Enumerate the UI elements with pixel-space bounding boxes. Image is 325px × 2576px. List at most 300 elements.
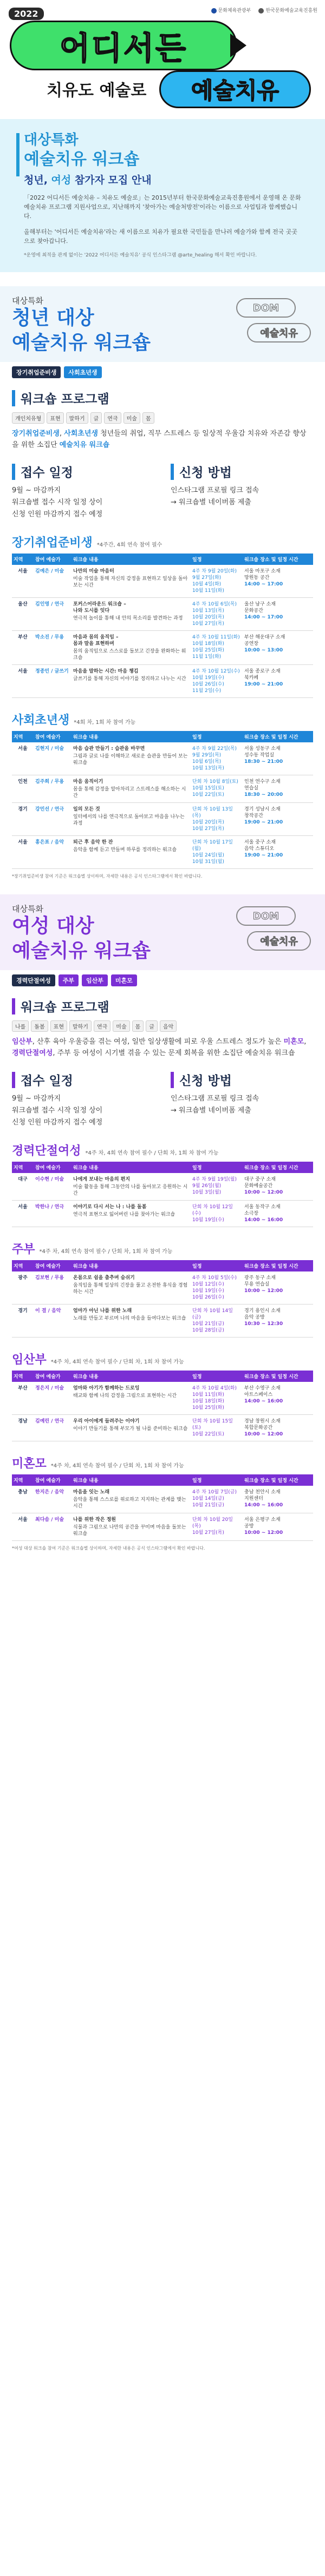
cell-content xyxy=(72,1382,191,1415)
program-chip: 돌봄 xyxy=(31,1020,48,1032)
workshop-desc: 일터에서의 나를 연극적으로 돌아보고 마음을 나누는 과정 xyxy=(73,814,185,826)
workshop-desc: 이야기 만들기를 통해 부모가 될 나를 준비하는 워크숍 xyxy=(73,1426,188,1432)
cell-region: 경기 xyxy=(12,1305,34,1338)
table-header-row xyxy=(12,1371,313,1382)
column-header: 지역 xyxy=(12,554,34,565)
place-text: 서울 성동구 소재 성수동 작업실 xyxy=(244,746,281,758)
program-chip: 연극 xyxy=(104,412,121,424)
cell-place xyxy=(243,1415,313,1441)
desc-highlight-1: 장기취업준비생 xyxy=(12,430,60,438)
place-text: 충남 천안시 소재 지원센터 xyxy=(244,1490,281,1501)
cell-period: 4주 차 9월 20일(화) 9월 27일(화) 10월 4일(화) 10월 11일(화) xyxy=(191,565,243,598)
apply-method-line: 인스타그램 프로필 링크 접속 xyxy=(171,1095,259,1103)
program-heading xyxy=(12,997,313,1015)
group-heading xyxy=(12,1350,313,1367)
apply-info xyxy=(12,463,313,521)
time-text: 18:30 ~ 20:00 xyxy=(244,792,283,798)
column-header: 지역 xyxy=(12,1260,34,1271)
cell-period: 4주 차 10월 11일(화) 10월 18일(화) 10월 25일(화) 11월 1일(화) xyxy=(191,631,243,665)
program-chip: 나를 xyxy=(12,1020,29,1032)
column-header: 일정 xyxy=(191,1371,243,1382)
workshop-desc: 몸의 움직임으로 스스로를 돌보고 긴장을 완화하는 워크숍 xyxy=(73,649,186,661)
cell-place xyxy=(243,1201,313,1227)
banner-title xyxy=(12,306,151,355)
heading-bar xyxy=(12,1072,15,1088)
hero-subtitle: 치유도 예술로 xyxy=(47,81,147,100)
deco-pill-2: 예술치유 xyxy=(247,931,311,951)
column-header: 워크숍 내용 xyxy=(72,1371,191,1382)
column-header: 지역 xyxy=(12,1474,34,1486)
place-text: 경기 용인시 소재 음악 공방 xyxy=(244,1308,281,1320)
section-footnote: *장기취업준비생 참여 기준은 워크숍별 상이하며, 자세한 내용은 공식 인스타그램에서 확인 바랍니다. xyxy=(12,874,203,879)
schedule-table xyxy=(12,1371,313,1441)
desc-text-2: , xyxy=(304,1038,307,1046)
banner-title-line-1: 청년 대상 xyxy=(12,307,94,329)
column-header: 워크숍 장소 및 일정 시간 xyxy=(243,1474,313,1486)
cell-period: 단회 차 10월 20일(목) 10월 27일(목) xyxy=(191,1513,243,1541)
cell-period: 단회 차 10월 15일(토) 10월 22일(토) xyxy=(191,1415,243,1441)
target-tag: 장기취업준비생 xyxy=(12,366,61,378)
banner-kicker: 대상특화 xyxy=(12,296,43,306)
column-header: 워크숍 내용 xyxy=(72,1260,191,1271)
section-footnote: *여성 대상 워크숍 참여 기준은 워크숍별 상이하며, 자세한 내용은 공식 인스타그램에서 확인 바랍니다. xyxy=(12,1546,205,1551)
program-chip: 표현 xyxy=(47,412,63,424)
cell-period: 4주 차 9월 19일(월) 9월 26일(월) 10월 3일(월) xyxy=(191,1173,243,1201)
intro-paragraph-2: 올해부터는 '어디서든 예술치유'라는 새 이름으로 치유가 필요한 국민들을 만나러 예술가와 함께 전국 곳곳으로 찾아갑니다. xyxy=(24,228,297,245)
apply-period-body xyxy=(12,1093,154,1129)
cell-content xyxy=(72,1271,191,1305)
group-note: *4주 차, 4회 연속 참여 필수 / 단회 차, 1회 차 참여 가능 xyxy=(50,1359,184,1365)
cell-place xyxy=(243,742,313,775)
schedule-table xyxy=(12,1260,313,1338)
apply-method-title: 신청 방법 xyxy=(179,1074,232,1088)
cell-artist: 김주희 / 무용 xyxy=(34,775,72,803)
apply-period-line: 9월 ~ 마감까지 xyxy=(12,486,61,495)
cell-region: 인천 xyxy=(12,775,34,803)
table-row xyxy=(12,631,313,665)
apply-method-title: 신청 방법 xyxy=(179,466,232,480)
time-text: 10:00 ~ 13:00 xyxy=(244,648,283,653)
cell-artist: 박소진 / 무용 xyxy=(34,631,72,665)
intro-section xyxy=(0,119,325,272)
place-text: 서울 마포구 소재 망원동 공간 xyxy=(244,569,281,581)
heading-bar xyxy=(12,464,15,480)
cell-place xyxy=(243,1382,313,1415)
cell-period: 단회 차 10월 14일(금) 10월 21일(금) 10월 28일(금) xyxy=(191,1305,243,1338)
cell-artist: 김예린 / 연극 xyxy=(34,1415,72,1441)
column-header: 일정 xyxy=(191,554,243,565)
workshop-desc: 노래를 만들고 부르며 나의 마음을 들여다보는 워크숍 xyxy=(73,1316,186,1321)
table-header-row xyxy=(12,1260,313,1271)
table-row xyxy=(12,598,313,631)
cell-place xyxy=(243,803,313,836)
cell-place xyxy=(243,631,313,665)
column-header: 지역 xyxy=(12,731,34,742)
cell-region: 서울 xyxy=(12,742,34,775)
arrow-icon xyxy=(230,34,246,57)
column-header: 참여 예술가 xyxy=(34,1162,72,1173)
place-text: 인천 연수구 소재 연습실 xyxy=(244,779,281,791)
column-header: 일정 xyxy=(191,1260,243,1271)
heading-bar xyxy=(171,1072,174,1088)
cell-place xyxy=(243,665,313,698)
desc-highlight-1: 임산부 xyxy=(12,1038,32,1046)
table-row xyxy=(12,1382,313,1415)
table-row xyxy=(12,565,313,598)
apply-method-heading xyxy=(171,463,313,480)
cell-content xyxy=(72,742,191,775)
program-title: 워크숍 프로그램 xyxy=(21,1000,109,1014)
banner-title xyxy=(12,914,151,964)
target-tag: 미혼모 xyxy=(111,974,137,986)
time-text: 14:00 ~ 17:00 xyxy=(244,615,283,620)
cell-period: 단회 차 10월 12일(수) 10월 19일(수) xyxy=(191,1201,243,1227)
apply-period-line: 9월 ~ 마감까지 xyxy=(12,1095,61,1103)
table-row xyxy=(12,1415,313,1441)
cell-artist: 한지은 / 음악 xyxy=(34,1486,72,1513)
column-header: 워크숍 장소 및 일정 시간 xyxy=(243,554,313,565)
cell-artist: 최다솜 / 미술 xyxy=(34,1513,72,1541)
program-section xyxy=(12,997,313,1059)
group-note: *4주 차, 4회 연속 참여 필수 / 단회 차, 1회 차 참여 가능 xyxy=(85,1150,219,1156)
cell-region: 서울 xyxy=(12,1201,34,1227)
apply-period-heading xyxy=(12,1071,154,1089)
workshop-name: 포커스어라운드 워크숍 – 나와 도시를 잇다 xyxy=(73,602,126,614)
workshop-desc: 미술 작업을 통해 자신의 감정을 표현하고 일상을 돌아보는 시간 xyxy=(73,576,188,588)
table-row xyxy=(12,1201,313,1227)
cell-period: 단회 차 10월 8일(토) 10월 15일(토) 10월 22일(토) xyxy=(191,775,243,803)
cell-region: 대구 xyxy=(12,1173,34,1201)
schedule-table xyxy=(12,1474,313,1541)
column-header: 워크숍 내용 xyxy=(72,554,191,565)
cell-content xyxy=(72,1415,191,1441)
cell-artist: 김예은 / 미술 xyxy=(34,565,72,598)
program-chip: 몸 xyxy=(132,1020,144,1032)
cell-artist: 홍은표 / 음악 xyxy=(34,836,72,869)
apply-period-line: 신청 인원 마감까지 접수 예정 xyxy=(12,1118,103,1126)
workshop-desc: 몸을 통해 감정을 알아차리고 스트레스를 해소하는 시간 xyxy=(73,787,186,799)
apply-period xyxy=(12,463,154,521)
program-chip: 미술 xyxy=(123,412,140,424)
workshop-name: 나에게 보내는 마음의 편지 xyxy=(73,1177,131,1182)
workshop-desc: 음악을 함께 듣고 만들며 하루를 정리하는 워크숍 xyxy=(73,847,177,853)
group-name: 사회초년생 xyxy=(12,714,70,727)
cell-place xyxy=(243,598,313,631)
column-header: 일정 xyxy=(191,1162,243,1173)
column-header: 참여 예술가 xyxy=(34,1474,72,1486)
cell-period: 4주 차 9월 22일(목) 9월 29일(목) 10월 6일(목) 10월 13일(목) xyxy=(191,742,243,775)
column-header: 워크숍 장소 및 일정 시간 xyxy=(243,1371,313,1382)
cell-artist: 정은지 / 미술 xyxy=(34,1382,72,1415)
workshop-desc: 연극적 표현으로 잃어버린 나를 찾아가는 워크숍 xyxy=(73,1212,176,1217)
banner-decoration xyxy=(231,906,312,955)
apply-method-line: 인스타그램 프로필 링크 접속 xyxy=(171,486,259,495)
group-note: *4주 차, 4회 연속 참여 필수 / 단회 차, 1회 차 참여 가능 xyxy=(50,1463,184,1469)
desc-highlight-2: 미혼모 xyxy=(283,1038,304,1046)
time-text: 10:00 ~ 12:00 xyxy=(244,1288,283,1294)
cell-region: 서울 xyxy=(12,836,34,869)
column-header: 워크숍 내용 xyxy=(72,1162,191,1173)
target-tag: 임산부 xyxy=(82,974,108,986)
cell-content xyxy=(72,598,191,631)
column-header: 워크숍 장소 및 일정 시간 xyxy=(243,731,313,742)
cell-artist: 강민선 / 연극 xyxy=(34,803,72,836)
cell-content xyxy=(72,565,191,598)
target-tags xyxy=(0,362,325,378)
time-text: 14:00 ~ 16:00 xyxy=(244,1399,283,1404)
desc-text-2: 청년들의 취업, 직무 스트레스 등 일상적 우울감 치유와 자존감 향상을 위한 소집단 xyxy=(12,430,307,449)
time-text: 10:00 ~ 12:00 xyxy=(244,1190,283,1195)
program-chip: 말하기 xyxy=(66,412,88,424)
table-row xyxy=(12,1271,313,1305)
apply-period-title: 접수 일정 xyxy=(21,466,73,480)
program-chips xyxy=(12,1020,313,1032)
table-row xyxy=(12,1173,313,1201)
workshop-name: 나를 위한 작은 정원 xyxy=(73,1517,116,1523)
apply-method-body xyxy=(171,1093,313,1117)
group-heading xyxy=(12,1142,313,1158)
apply-period-body xyxy=(12,485,154,521)
ministry-logo: 문화체육관광부 xyxy=(211,6,251,14)
group-heading xyxy=(12,1240,313,1257)
cell-period: 4주 차 10월 7일(금) 10월 14일(금) 10월 21일(금) xyxy=(191,1486,243,1513)
cell-region: 충남 xyxy=(12,1486,34,1513)
desc-highlight-3: 경력단절여성 xyxy=(12,1049,53,1057)
column-header: 일정 xyxy=(191,731,243,742)
column-header: 일정 xyxy=(191,1474,243,1486)
place-text: 서울 은평구 소재 공방 xyxy=(244,1517,281,1529)
table-row xyxy=(12,1486,313,1513)
heading-bar xyxy=(12,998,15,1014)
cell-region: 울산 xyxy=(12,598,34,631)
table-row xyxy=(12,836,313,869)
group-name: 미혼모 xyxy=(12,1457,47,1471)
banner-decoration xyxy=(231,298,312,347)
hero-header xyxy=(0,0,325,119)
column-header: 워크숍 장소 및 일정 시간 xyxy=(243,1260,313,1271)
desc-text-1: , xyxy=(59,430,64,438)
cell-region: 서울 xyxy=(12,565,34,598)
cell-place xyxy=(243,836,313,869)
cell-period: 단회 차 10월 13일(목) 10월 20일(목) 10월 27일(목) xyxy=(191,803,243,836)
program-chips xyxy=(12,412,313,424)
intro-note: *운영에 최적을 관계 없이는 '2022 어디서든 예술치유' 공식 인스타그램 @arte_healing 해서 확인 바랍니다. xyxy=(24,253,257,258)
apply-method-line: → 워크숍별 네이버폼 제출 xyxy=(171,1106,251,1115)
cell-place xyxy=(243,1271,313,1305)
place-text: 대구 중구 소재 문화예술공간 xyxy=(244,1177,276,1189)
intro-paragraph-1: 「2022 어디서든 예술치유 – 치유도 예술로」는 2015년부터 한국문화예술교육진흥원에서 운영해 온 문화예술치유 프로그램 지원사업으로, 지난해까지 '찾아가는 예술처방전'이라는 이름으로 사업팀과 함께했습니다. xyxy=(24,194,301,220)
workshop-name: 이야기로 다시 서는 나 : 나를 돌봄 xyxy=(73,1204,147,1210)
workshop-name: 우리 아이에게 들려주는 이야기 xyxy=(73,1419,140,1424)
cell-content xyxy=(72,665,191,698)
cell-period: 단회 차 10월 17일(월) 10월 24일(월) 10월 31일(월) xyxy=(191,836,243,869)
table-row xyxy=(12,1513,313,1541)
place-text: 경남 창원시 소재 복합문화공간 xyxy=(244,1419,281,1431)
time-text: 19:00 ~ 21:00 xyxy=(244,820,283,825)
time-text: 18:30 ~ 21:00 xyxy=(244,759,283,765)
workshop-name: 나만의 미술 마음터 xyxy=(73,569,114,574)
table-header-row xyxy=(12,1474,313,1486)
place-text: 서울 동작구 소재 소극장 xyxy=(244,1204,281,1216)
youth-section xyxy=(0,286,325,879)
place-text: 서울 종로구 소재 북카페 xyxy=(244,669,281,681)
time-text: 10:30 ~ 12:30 xyxy=(244,1321,283,1327)
workshop-name: 일의 모든 것 xyxy=(73,807,100,812)
cell-artist: 이수현 / 미술 xyxy=(34,1173,72,1201)
program-heading xyxy=(12,389,313,407)
cell-content xyxy=(72,1201,191,1227)
cell-artist: 정종민 / 글쓰기 xyxy=(34,665,72,698)
cell-content xyxy=(72,1305,191,1338)
table-row xyxy=(12,742,313,775)
group-heading xyxy=(12,1454,313,1471)
group-heading xyxy=(12,711,313,728)
apply-method-body xyxy=(171,485,313,509)
group-note: *4주 차, 4회 연속 참여 필수 / 단회 차, 1회 차 참여 가능 xyxy=(39,1249,173,1255)
program-chip: 음악 xyxy=(160,1020,177,1032)
banner-title-line-2: 예술치유 워크숍 xyxy=(12,332,151,354)
banner-kicker: 대상특화 xyxy=(12,904,43,914)
table-row xyxy=(12,1305,313,1338)
schedule-table xyxy=(12,731,313,869)
workshop-name: 온몸으로 쉼을 춤추며 숨쉬기 xyxy=(73,1275,135,1281)
banner-title-line-1: 여성 대상 xyxy=(12,915,94,937)
target-tags xyxy=(0,970,325,986)
program-chip: 개인치유형 xyxy=(12,412,44,424)
target-tag: 사회초년생 xyxy=(64,366,101,378)
cell-place xyxy=(243,1486,313,1513)
group-name: 경력단절여성 xyxy=(12,1144,81,1158)
apply-info xyxy=(12,1071,313,1129)
heading-bar xyxy=(171,464,174,480)
cell-region: 서울 xyxy=(12,665,34,698)
workshop-desc: 미술 활동을 통해 그동안의 나를 돌아보고 응원하는 시간 xyxy=(73,1184,188,1196)
time-text: 10:00 ~ 12:00 xyxy=(244,1432,283,1437)
cell-region: 부산 xyxy=(12,631,34,665)
intro-title: 예술치유 워크숍 xyxy=(24,150,140,169)
youth-banner xyxy=(0,286,325,362)
workshop-desc: 그림과 글로 나를 이해하고 새로운 습관을 만들어 보는 워크숍 xyxy=(73,754,188,766)
cell-region: 경남 xyxy=(12,1415,34,1441)
deco-pill-2: 예술치유 xyxy=(247,323,311,342)
column-header: 워크숍 내용 xyxy=(72,731,191,742)
cell-period: 4주 차 10월 6일(목) 10월 13일(목) 10월 20일(목) 10월 27일(목) xyxy=(191,598,243,631)
cell-artist: 김현지 / 미술 xyxy=(34,742,72,775)
desc-highlight-2: 사회초년생 xyxy=(64,430,98,438)
apply-period-line: 워크숍별 접수 시작 일정 상이 xyxy=(12,1106,103,1115)
year-badge: 2022 xyxy=(9,8,44,20)
table-row xyxy=(12,665,313,698)
column-header: 참여 예술가 xyxy=(34,554,72,565)
intro-recruit: 청년, 여성 참가자 모집 안내 xyxy=(24,174,152,186)
table-header-row xyxy=(12,554,313,565)
workshop-desc: 식물과 그림으로 나만의 공간을 꾸미며 마음을 돌보는 워크숍 xyxy=(73,1525,186,1537)
workshop-name: 마음을 말하는 시간: 마음 챙김 xyxy=(73,669,139,674)
workshop-desc: 글쓰기를 통해 자신의 이야기를 정리하고 나누는 시간 xyxy=(73,676,186,682)
cell-content xyxy=(72,1486,191,1513)
workshop-name: 마음 습관 만들기 : 습관을 바꾸면 xyxy=(73,746,145,752)
column-header: 지역 xyxy=(12,1371,34,1382)
column-header: 참여 예술가 xyxy=(34,1260,72,1271)
time-text: 14:00 ~ 17:00 xyxy=(244,582,283,587)
place-text: 부산 해운대구 소재 공연장 xyxy=(244,635,285,647)
banner-title-line-2: 예술치유 워크숍 xyxy=(12,940,151,962)
apply-period-heading xyxy=(12,463,154,480)
group-note: *4주간, 4회 연속 참여 필수 xyxy=(96,542,162,548)
program-chip: 말하기 xyxy=(69,1020,92,1032)
program-title: 워크숍 프로그램 xyxy=(21,392,109,406)
table-header-row xyxy=(12,731,313,742)
cell-region: 부산 xyxy=(12,1382,34,1415)
time-text: 14:00 ~ 16:00 xyxy=(244,1217,283,1223)
apply-period-line: 워크숍별 접수 시작 일정 상이 xyxy=(12,498,103,506)
desc-highlight-3: 예술치유 워크숍 xyxy=(59,441,110,449)
desc-text-1: , 산후 육아 우울증을 겪는 여성, 일반 일상생활에 피로 우울 스트레스 정도가 높은 xyxy=(32,1038,284,1046)
cell-place xyxy=(243,1513,313,1541)
cell-period: 4주 차 10월 4일(화) 10월 11일(화) 10월 18일(화) 10월 25일(화) xyxy=(191,1382,243,1415)
schedule-table xyxy=(12,554,313,698)
target-tag: 주부 xyxy=(58,974,79,986)
cell-period: 4주 차 10월 12일(수) 10월 19일(수) 10월 26일(수) 11월 2일(수) xyxy=(191,665,243,698)
program-description xyxy=(12,428,313,451)
place-text: 광주 동구 소재 무용 연습실 xyxy=(244,1275,276,1287)
workshop-name: 마음을 잇는 노래 xyxy=(73,1490,110,1495)
table-row xyxy=(12,775,313,803)
apply-method-line: → 워크숍별 네이버폼 제출 xyxy=(171,498,251,506)
group-note: *4회 차, 1회 차 참여 가능 xyxy=(74,720,136,726)
workshop-desc: 움직임을 통해 일상의 긴장을 풀고 온전한 휴식을 경험하는 시간 xyxy=(73,1283,188,1295)
column-header: 참여 예술가 xyxy=(34,1371,72,1382)
cell-artist: 이 결 / 음악 xyxy=(34,1305,72,1338)
program-chip: 몸 xyxy=(142,412,154,424)
cell-place xyxy=(243,1173,313,1201)
deco-pill-1: DOM xyxy=(236,906,296,926)
women-section xyxy=(0,894,325,1551)
column-header: 워크숍 장소 및 일정 시간 xyxy=(243,1162,313,1173)
program-section xyxy=(12,389,313,451)
place-text: 서울 중구 소재 음악 스튜디오 xyxy=(244,840,276,852)
group-heading xyxy=(12,533,313,550)
target-tag: 경력단절여성 xyxy=(12,974,55,986)
column-header: 워크숍 내용 xyxy=(72,1474,191,1486)
cell-place xyxy=(243,565,313,598)
time-text: 14:00 ~ 16:00 xyxy=(244,1503,283,1508)
cell-region: 광주 xyxy=(12,1271,34,1305)
cell-content xyxy=(72,1513,191,1541)
time-text: 10:00 ~ 12:00 xyxy=(244,1530,283,1536)
program-chip: 글 xyxy=(90,412,102,424)
schedule-table xyxy=(12,1162,313,1227)
cell-region: 서울 xyxy=(12,1513,34,1541)
cell-content xyxy=(72,803,191,836)
women-banner xyxy=(0,894,325,970)
cell-content xyxy=(72,775,191,803)
apply-period xyxy=(12,1071,154,1129)
time-text: 19:00 ~ 21:00 xyxy=(244,682,283,687)
apply-method xyxy=(171,463,313,521)
desc-text-3: , 주부 등 여성이 시기별 겪을 수 있는 문제 회복을 위한 소집단 예술치유 워크숍 xyxy=(53,1049,295,1057)
program-chip: 연극 xyxy=(94,1020,110,1032)
workshop-desc: 연극적 놀이를 통해 내 안의 목소리를 발견하는 과정 xyxy=(73,616,183,621)
logo-group xyxy=(211,6,318,14)
apply-method xyxy=(171,1071,313,1129)
cell-artist: 김보현 / 무용 xyxy=(34,1271,72,1305)
cell-artist: 김인영 / 연극 xyxy=(34,598,72,631)
place-text: 경기 성남시 소재 창작공간 xyxy=(244,807,281,819)
cell-content xyxy=(72,1173,191,1201)
apply-period-title: 접수 일정 xyxy=(21,1074,73,1088)
workshop-name: 퇴근 후 음악 한 잔 xyxy=(73,840,113,845)
